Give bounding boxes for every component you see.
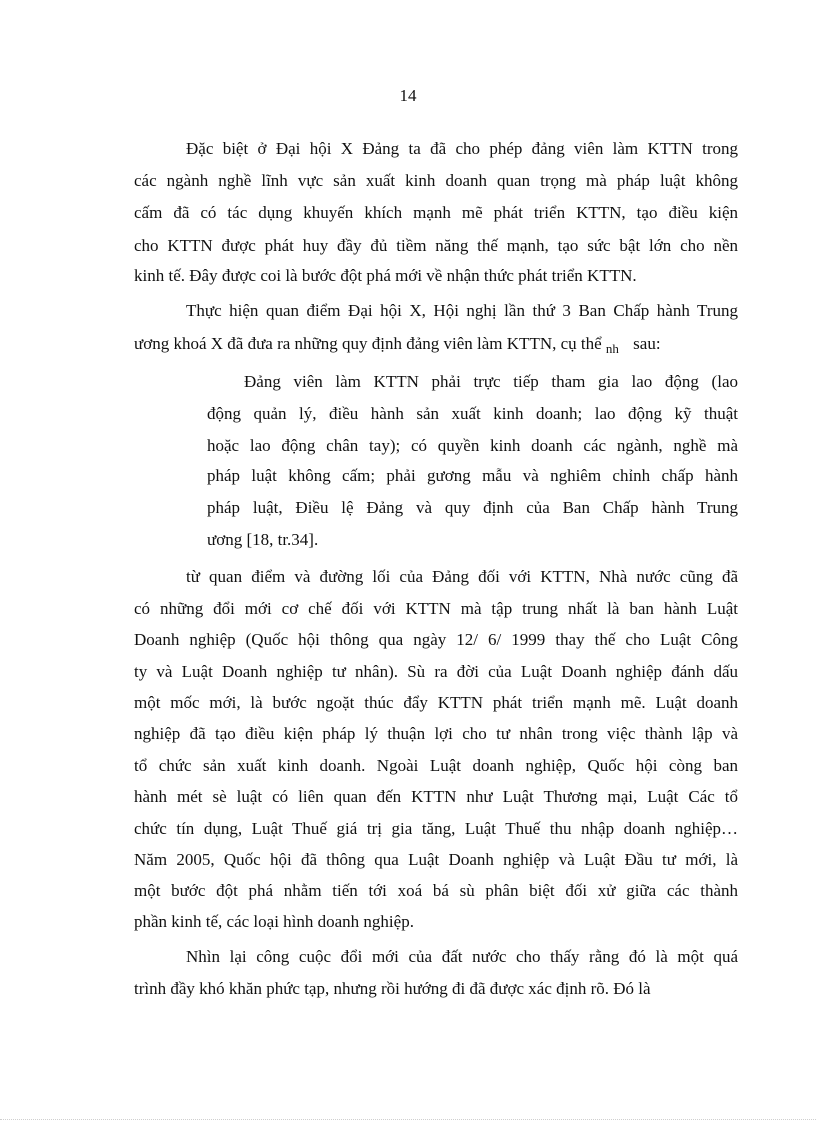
quote-line-1: Đảng viên làm KTTN phải trực tiếp tham gia lao động (lao [244, 372, 738, 391]
paragraph-2-line-2-text: ương khoá X đã đưa ra những quy định đảng viên làm KTTN, cụ thể [134, 334, 602, 353]
paragraph-3-line-6: nghiệp đã tạo điều kiện pháp lý thuận lợi cho tư nhân trong việc thành lập và [134, 724, 738, 743]
quote-line-4: pháp luật không cấm; phải gương mẫu và nghiêm chỉnh chấp hành [207, 466, 738, 485]
quote-line-2: động quản lý, điều hành sản xuất kinh doanh; lao động kỹ thuật [207, 404, 738, 423]
quote-line-3: hoặc lao động chân tay); có quyền kinh doanh các ngành, nghề mà [207, 436, 738, 455]
paragraph-1-line-1: Đặc biệt ở Đại hội X Đảng ta đã cho phép đảng viên làm KTTN trong [186, 139, 738, 158]
paragraph-4-line-2: trình đầy khó khăn phức tạp, nhưng rồi hướng đi đã được xác định rõ. Đó là [134, 979, 651, 998]
paragraph-4-line-1: Nhìn lại công cuộc đổi mới của đất nước cho thấy rằng đó là một quá [186, 947, 738, 966]
paragraph-3-line-1: từ quan điểm và đường lối của Đảng đối với KTTN, Nhà nước cũng đã [186, 567, 738, 586]
page-bottom-border [0, 1119, 816, 1120]
paragraph-3-line-2: có những đổi mới cơ chế đối với KTTN mà tập trung nhất là ban hành Luật [134, 599, 738, 618]
paragraph-3-line-4: ty và Luật Doanh nghiệp tư nhân). Sù ra đời của Luật Doanh nghiệp đánh dấu [134, 662, 738, 681]
paragraph-3-line-10: Năm 2005, Quốc hội đã thông qua Luật Doanh nghiệp và Luật Đầu tư mới, là [134, 850, 738, 869]
paragraph-3-line-7: tổ chức sản xuất kinh doanh. Ngoài Luật doanh nghiệp, Quốc hội còng ban [134, 756, 738, 775]
paragraph-1-line-2: các ngành nghề lĩnh vực sản xuất kinh doanh quan trọng mà pháp luật không [134, 171, 738, 190]
quote-line-6: ương [18, tr.34]. [207, 530, 319, 549]
paragraph-1-line-4: cho KTTN được phát huy đầy đủ tiềm năng thế mạnh, tạo sức bật lớn cho nền [134, 236, 738, 255]
quote-line-5: pháp luật, Điều lệ Đảng và quy định của Ban Chấp hành Trung [207, 498, 738, 517]
paragraph-1-line-5: kinh tế. Đây được coi là bước đột phá mới về nhận thức phát triển KTTN. [134, 266, 637, 285]
paragraph-3-line-11: một bước đột phá nhằm tiến tới xoá bá sù phân biệt đối xử giữa các thành [134, 881, 738, 900]
paragraph-3-line-3: Doanh nghiệp (Quốc hội thông qua ngày 12/ 6/ 1999 thay thế cho Luật Công [134, 630, 738, 649]
paragraph-2-line-2-fragment: nh [605, 341, 619, 356]
paragraph-2-line-2-end: sau: [633, 334, 661, 353]
paragraph-1-line-3: cấm đã có tác dụng khuyến khích mạnh mẽ phát triển KTTN, tạo điều kiện [134, 203, 738, 222]
paragraph-2-line-2 [134, 333, 661, 356]
paragraph-3-line-5: một mốc mới, là bước ngoặt thúc đẩy KTTN phát triển mạnh mẽ. Luật doanh [134, 693, 738, 712]
paragraph-2-line-1: Thực hiện quan điểm Đại hội X, Hội nghị lần thứ 3 Ban Chấp hành Trung [186, 301, 738, 320]
paragraph-3-line-12: phần kinh tế, các loại hình doanh nghiệp. [134, 912, 414, 931]
paragraph-3-line-9: chức tín dụng, Luật Thuế giá trị gia tăng, Luật Thuế thu nhập doanh nghiệp… [134, 819, 738, 838]
paragraph-3-line-8: hành mét sè luật có liên quan đến KTTN như Luật Thương mại, Luật Các tổ [134, 787, 738, 806]
page-number: 14 [399, 86, 417, 105]
